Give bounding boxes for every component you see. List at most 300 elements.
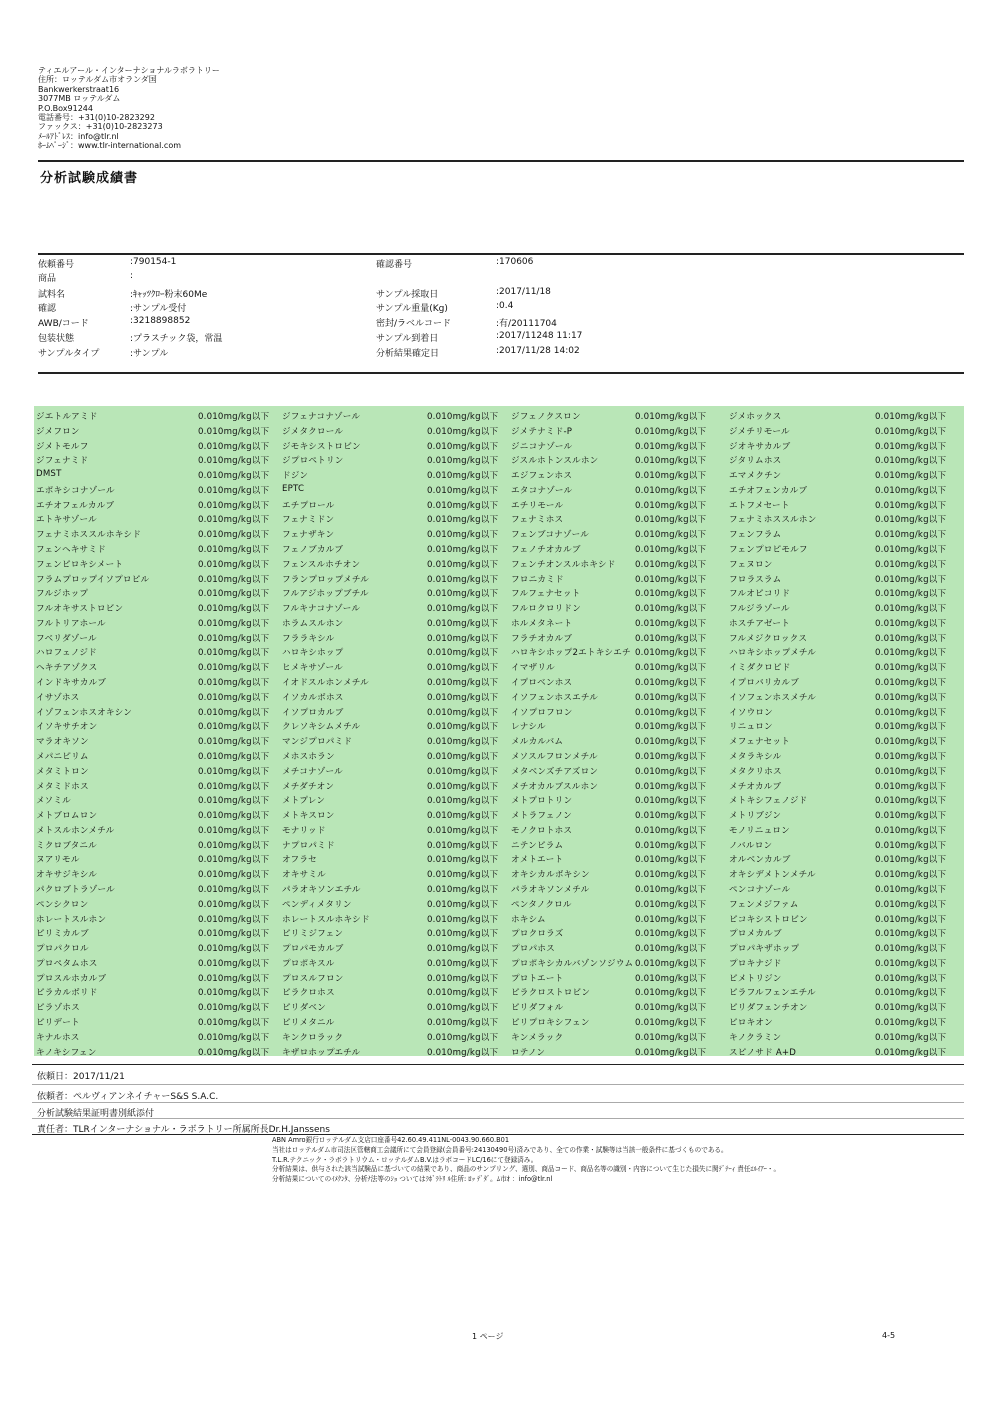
compound-name: EPTC	[282, 483, 305, 494]
compound-name: メトブロムロン	[36, 811, 98, 822]
compound-name: フルオピコリド	[729, 589, 791, 600]
info-value-awb: :3218898852	[130, 316, 191, 326]
result-value: 0.010mg/kg以下	[198, 870, 270, 881]
compound-name: フェンフラム	[729, 530, 782, 541]
info-value-arrival-date: :2017/11248 11:17	[496, 331, 583, 341]
compound-name: ジメフロン	[36, 426, 80, 437]
result-value: 0.010mg/kg以下	[427, 604, 499, 615]
compound-name: ペンタノクロル	[511, 899, 572, 910]
result-value: 0.010mg/kg以下	[635, 663, 707, 674]
compound-name: プロパキザホップ	[729, 944, 800, 955]
result-value: 0.010mg/kg以下	[198, 485, 270, 496]
result-value: 0.010mg/kg以下	[198, 663, 270, 674]
result-value: 0.010mg/kg以下	[198, 973, 270, 984]
registration-note: 当社はロッテルダム市司法区管轄商工会議所にて会員登録(会員番号:24130490号)済みであり、全ての作業・試験等は当該一般条件に基づくものである。	[272, 1145, 728, 1154]
compound-name: フルキナコナゾール	[282, 604, 361, 615]
result-value: 0.010mg/kg以下	[635, 766, 707, 777]
compound-name: フェンプロピモルフ	[729, 545, 808, 556]
compound-name: メトキスロン	[282, 811, 335, 822]
compound-name: メトラフェノン	[511, 811, 572, 822]
result-value: 0.010mg/kg以下	[635, 796, 707, 807]
compound-name: フェヌロン	[729, 559, 773, 570]
result-value: 0.010mg/kg以下	[635, 456, 707, 467]
compound-name: スピノサド A+D	[729, 1047, 797, 1058]
result-value: 0.010mg/kg以下	[635, 825, 707, 836]
result-value: 0.010mg/kg以下	[427, 870, 499, 881]
compound-name: イマザリル	[511, 663, 555, 674]
info-value-sample-type: :サンプル	[130, 349, 169, 359]
result-value: 0.010mg/kg以下	[198, 751, 270, 762]
info-top-rule	[38, 253, 964, 255]
result-value: 0.010mg/kg以下	[875, 678, 947, 689]
result-value: 0.010mg/kg以下	[427, 1003, 499, 1014]
result-value: 0.010mg/kg以下	[875, 766, 947, 777]
result-value: 0.010mg/kg以下	[427, 618, 499, 629]
result-value: 0.010mg/kg以下	[198, 929, 270, 940]
result-value: 0.010mg/kg以下	[198, 825, 270, 836]
compound-name: キンクロラック	[282, 1032, 344, 1043]
result-value: 0.010mg/kg以下	[198, 958, 270, 969]
result-value: 0.010mg/kg以下	[427, 692, 499, 703]
result-value: 0.010mg/kg以下	[875, 899, 947, 910]
compound-name: ニテンピラム	[511, 840, 564, 851]
compound-name: ピリメタニル	[282, 1017, 335, 1028]
result-value: 0.010mg/kg以下	[427, 973, 499, 984]
compound-name: ハロフェノジド	[36, 648, 97, 659]
compound-name: エトフメセート	[729, 500, 790, 511]
result-value: 0.010mg/kg以下	[875, 574, 947, 585]
result-value: 0.010mg/kg以下	[635, 988, 707, 999]
result-value: 0.010mg/kg以下	[875, 648, 947, 659]
info-label-sample-type: サンプルタイプ	[38, 349, 100, 359]
result-value: 0.010mg/kg以下	[635, 530, 707, 541]
result-value: 0.010mg/kg以下	[635, 884, 707, 895]
info-label-sampling-date: サンプル採取日	[376, 290, 439, 300]
result-value: 0.010mg/kg以下	[427, 796, 499, 807]
compound-name: オフラセ	[282, 855, 317, 866]
result-value: 0.010mg/kg以下	[875, 485, 947, 496]
result-value: 0.010mg/kg以下	[427, 589, 499, 600]
responsible-person: 責任者：TLRインターナショナル・ラボラトリー所属所長Dr.H.Janssens	[37, 1125, 330, 1135]
result-value: 0.010mg/kg以下	[198, 722, 270, 733]
compound-name: オキサミル	[282, 870, 326, 881]
result-value: 0.010mg/kg以下	[198, 944, 270, 955]
compound-name: ジスルホトンスルホン	[511, 456, 599, 467]
result-value: 0.010mg/kg以下	[875, 1032, 947, 1043]
compound-name: ホレートスルホン	[36, 914, 107, 925]
compound-name: メタミドホス	[36, 781, 89, 792]
info-bottom-rule	[38, 372, 964, 374]
result-value: 0.010mg/kg以下	[427, 825, 499, 836]
compound-name: ピリプロキシフェン	[511, 1017, 590, 1028]
result-value: 0.010mg/kg以下	[198, 737, 270, 748]
compound-name: フラムプロップイソプロピル	[36, 574, 150, 585]
result-value: 0.010mg/kg以下	[427, 855, 499, 866]
compound-name: フロニカミド	[511, 574, 564, 585]
compound-name: プロパホス	[511, 944, 555, 955]
requester: 依頼者：ペルヴィアンネイチャーS&S S.A.C.	[37, 1092, 219, 1102]
result-value: 0.010mg/kg以下	[635, 485, 707, 496]
compound-name: ロテノン	[511, 1047, 546, 1058]
info-label-seal-code: 密封/ラベルコード	[376, 319, 452, 329]
compound-name: ペンコナゾール	[729, 884, 791, 895]
result-value: 0.010mg/kg以下	[198, 1017, 270, 1028]
result-value: 0.010mg/kg以下	[427, 737, 499, 748]
compound-name: メソミル	[36, 796, 71, 807]
result-value: 0.010mg/kg以下	[198, 604, 270, 615]
result-value: 0.010mg/kg以下	[198, 840, 270, 851]
result-value: 0.010mg/kg以下	[635, 737, 707, 748]
result-value: 0.010mg/kg以下	[198, 781, 270, 792]
compound-name: ピコキシストロビン	[729, 914, 808, 925]
compound-name: モナリッド	[282, 825, 326, 836]
lab-pobox: P.O.Box91244	[38, 103, 93, 113]
compound-name: ミクロブタニル	[36, 840, 97, 851]
info-label-awb: AWB/コード	[38, 319, 89, 329]
result-value: 0.010mg/kg以下	[875, 958, 947, 969]
compound-name: フェンブコナゾール	[511, 530, 590, 541]
result-value: 0.010mg/kg以下	[875, 722, 947, 733]
compound-name: ホレートスルホキシド	[282, 914, 370, 925]
result-value: 0.010mg/kg以下	[635, 500, 707, 511]
result-value: 0.010mg/kg以下	[427, 751, 499, 762]
result-value: 0.010mg/kg以下	[198, 441, 270, 452]
info-label-result-date: 分析結果確定日	[376, 349, 440, 359]
result-value: 0.010mg/kg以下	[635, 471, 707, 482]
compound-name: フェンチオンスルホキシド	[511, 559, 616, 570]
lab-website: ﾎｰﾑﾍﾟｰｼﾞ：www.tlr-international.com	[38, 141, 182, 151]
compound-name: キノキシフェン	[36, 1047, 97, 1058]
result-value: 0.010mg/kg以下	[875, 751, 947, 762]
result-value: 0.010mg/kg以下	[875, 1047, 947, 1058]
info-value-confirmation: :サンプル受付	[130, 304, 187, 314]
info-value-result-date: :2017/11/28 14:02	[496, 346, 580, 356]
compound-name: ペンシクロン	[36, 899, 89, 910]
compound-name: キノクラミン	[729, 1032, 782, 1043]
result-value: 0.010mg/kg以下	[875, 545, 947, 556]
compound-name: フルメジクロックス	[729, 633, 808, 644]
result-value: 0.010mg/kg以下	[198, 914, 270, 925]
result-value: 0.010mg/kg以下	[427, 958, 499, 969]
compound-name: キザロホップエチル	[282, 1047, 361, 1058]
result-value: 0.010mg/kg以下	[427, 988, 499, 999]
compound-name: ペンディメタリン	[282, 899, 352, 910]
compound-name: エポキシコナゾール	[36, 485, 115, 496]
result-value: 0.010mg/kg以下	[635, 929, 707, 940]
compound-name: モノクロトホス	[511, 825, 573, 836]
compound-name: レナシル	[511, 722, 546, 733]
compound-name: メルカルバム	[511, 737, 564, 748]
footer-bottom-rule	[32, 1134, 964, 1135]
lab-address-city: 住所：ロッテルダム市オランダ国	[38, 75, 157, 85]
result-value: 0.010mg/kg以下	[198, 648, 270, 659]
compound-name: ピリデート	[36, 1017, 80, 1028]
result-value: 0.010mg/kg以下	[427, 426, 499, 437]
compound-name: ハロキシホップメチル	[729, 648, 817, 659]
footer-divider-2	[32, 1102, 964, 1103]
result-value: 0.010mg/kg以下	[427, 559, 499, 570]
compound-name: キナルホス	[36, 1032, 80, 1043]
result-value: 0.010mg/kg以下	[875, 471, 947, 482]
compound-name: イソプロフロン	[511, 707, 573, 718]
compound-name: ジエトルアミド	[36, 412, 98, 422]
result-value: 0.010mg/kg以下	[635, 958, 707, 969]
compound-name: パクロブトラゾール	[36, 884, 115, 895]
result-value: 0.010mg/kg以下	[427, 840, 499, 851]
compound-name: ハロキシホップ2エトキシエチ	[511, 648, 631, 659]
compound-name: フェンスルホチオン	[282, 559, 361, 570]
compound-name: ヌアリモル	[36, 855, 80, 866]
compound-name: リニュロン	[729, 722, 773, 733]
result-value: 0.010mg/kg以下	[875, 604, 947, 615]
result-value: 0.010mg/kg以下	[635, 1003, 707, 1014]
compound-name: イミダクロピド	[729, 663, 791, 674]
result-value: 0.010mg/kg以下	[875, 618, 947, 629]
info-label-sample-weight: サンプル重量(Kg)	[376, 304, 448, 314]
result-value: 0.010mg/kg以下	[427, 781, 499, 792]
result-value: 0.010mg/kg以下	[635, 855, 707, 866]
compound-name: ピリダフェンチオン	[729, 1003, 808, 1014]
lab-address-street: Bankwerkerstraat16	[38, 84, 120, 94]
compound-name: メタクリホス	[729, 766, 782, 777]
compound-name: エジフェンホス	[511, 471, 573, 482]
result-value: 0.010mg/kg以下	[875, 884, 947, 895]
compound-name: メトプロトリン	[511, 796, 573, 807]
result-value: 0.010mg/kg以下	[635, 899, 707, 910]
footer-top-rule	[32, 1064, 964, 1065]
result-value: 0.010mg/kg以下	[635, 722, 707, 733]
compound-name: メホスホラン	[282, 751, 335, 762]
compound-name: イオドスルホンメチル	[282, 678, 369, 689]
result-value: 0.010mg/kg以下	[635, 781, 707, 792]
result-value: 0.010mg/kg以下	[635, 678, 707, 689]
compound-name: インドキサカルブ	[36, 678, 107, 689]
result-value: 0.010mg/kg以下	[875, 988, 947, 999]
result-value: 0.010mg/kg以下	[198, 515, 270, 526]
compound-name: ピラクロストロビン	[511, 988, 591, 999]
compound-name: ピリダフォル	[511, 1003, 564, 1014]
lab-address-block	[38, 66, 220, 151]
compound-name: エトキサゾール	[36, 515, 97, 526]
compound-name: フェンピロキシメート	[36, 559, 124, 570]
compound-name: ジメタクロール	[282, 426, 344, 437]
compound-name: フェナザキン	[282, 530, 335, 541]
result-value: 0.010mg/kg以下	[427, 471, 499, 482]
compound-name: イソウロン	[729, 707, 773, 718]
compound-name: ピラフルフェンエチル	[729, 988, 816, 999]
compound-name: メチオカルブスルホン	[511, 781, 599, 792]
result-value: 0.010mg/kg以下	[198, 811, 270, 822]
result-value: 0.010mg/kg以下	[427, 574, 499, 585]
result-value: 0.010mg/kg以下	[635, 441, 707, 452]
result-value: 0.010mg/kg以下	[635, 840, 707, 851]
lab-fax: ファックス：+31(0)10-2823273	[38, 122, 163, 132]
result-value: 0.010mg/kg以下	[635, 692, 707, 703]
result-value: 0.010mg/kg以下	[198, 574, 270, 585]
compound-name: ピリダベン	[282, 1003, 326, 1014]
compound-name: プロスルホカルブ	[36, 973, 107, 984]
result-value: 0.010mg/kg以下	[198, 412, 270, 422]
result-value: 0.010mg/kg以下	[635, 944, 707, 955]
compound-name: フベリダゾール	[36, 633, 97, 644]
compound-name: エチオフェルカルブ	[36, 500, 115, 511]
compound-name: オキシデメトンメチル	[729, 870, 816, 881]
compound-name: ハロキシホップ	[282, 648, 344, 659]
compound-name: メトスルホンメチル	[36, 825, 115, 836]
lab-code-note: T.L.R.テクニック・ラボラトリウム・ロッテルダムB.V.はラボコードLC/16にて登録済み。	[272, 1155, 538, 1164]
compound-name: プロパモカルブ	[282, 944, 344, 955]
result-value: 0.010mg/kg以下	[875, 811, 947, 822]
result-value: 0.010mg/kg以下	[427, 914, 499, 925]
compound-name: メタベンズチアズロン	[511, 766, 599, 777]
result-value: 0.010mg/kg以下	[635, 707, 707, 718]
result-value: 0.010mg/kg以下	[635, 515, 707, 526]
compound-name: メトリブジン	[729, 811, 782, 822]
result-value: 0.010mg/kg以下	[875, 692, 947, 703]
compound-name: ホスチアゼート	[729, 618, 790, 629]
footer-divider-3	[32, 1118, 964, 1119]
result-value: 0.010mg/kg以下	[427, 1017, 499, 1028]
compound-name: DMST	[36, 469, 62, 480]
compound-name: フルフェナセット	[511, 589, 581, 600]
results-table	[34, 406, 964, 1056]
compound-name: ジモキシストロビン	[282, 441, 361, 452]
compound-name: ホルメタネート	[511, 618, 573, 629]
compound-name: ジメテナミド-P	[511, 426, 573, 437]
result-value: 0.010mg/kg以下	[875, 1003, 947, 1014]
compound-name: モノリニュロン	[729, 825, 790, 836]
compound-name: エチオフェンカルブ	[729, 485, 808, 496]
compound-name: イプロバリカルブ	[729, 678, 800, 689]
legal-notice	[272, 1136, 780, 1185]
compound-name: ピメトリジン	[729, 973, 782, 984]
compound-name: ジプロペトリン	[282, 456, 344, 467]
result-value: 0.010mg/kg以下	[875, 500, 947, 511]
result-value: 0.010mg/kg以下	[635, 648, 707, 659]
compound-name: ホラムスルホン	[282, 618, 344, 629]
compound-name: メチダチオン	[282, 781, 335, 792]
result-value: 0.010mg/kg以下	[635, 589, 707, 600]
compound-name: メフェナセット	[729, 737, 790, 748]
compound-name: イソカルボホス	[282, 692, 344, 703]
lab-name: ティエルアール・インターナショナルラボラトリー	[38, 66, 220, 75]
compound-name: プロポキスル	[282, 958, 335, 969]
compound-name: フルロクロリドン	[511, 604, 582, 615]
compound-name: ホキシム	[511, 914, 546, 925]
result-value: 0.010mg/kg以下	[198, 796, 270, 807]
contact-note: 分析結果についてのｲﾒｸﾝﾀ、分析ﾅ法等のｼｮ ついてはﾗﾎﾞﾗﾄﾘ ﾙ住所: ﾛｯ ﾃﾞﾀﾞ。ﾑ市ｵ ：info@tlr.nl	[272, 1175, 553, 1184]
result-value: 0.010mg/kg以下	[427, 1047, 499, 1058]
result-value: 0.010mg/kg以下	[875, 456, 947, 467]
compound-name: エチプロール	[282, 500, 335, 511]
liability-note: 分析結果は、供与された該当試験品に基づいての結果であり、商品のサンプリング、選別、商品コード、商品名等の識別・内容について生じた損失に関ﾃﾞﾃｰｨ 責任ｴﾙｲｱｰ・。	[272, 1165, 781, 1174]
result-value: 0.010mg/kg以下	[875, 412, 947, 422]
result-value: 0.010mg/kg以下	[875, 973, 947, 984]
compound-name: フランプロップメチル	[282, 574, 369, 585]
result-value: 0.010mg/kg以下	[427, 500, 499, 511]
compound-name: メトプレン	[282, 796, 326, 807]
request-date: 依頼日：2017/11/21	[37, 1072, 125, 1082]
compound-name: フラチオカルブ	[511, 633, 573, 644]
result-value: 0.010mg/kg以下	[427, 678, 499, 689]
info-label-arrival-date: サンプル到着日	[376, 334, 439, 344]
result-value: 0.010mg/kg以下	[875, 426, 947, 437]
compound-name: ジタリムホス	[729, 456, 782, 467]
compound-name: フェンヘキサミド	[36, 545, 106, 556]
compound-name: プロポキシカルバゾンソジウム	[511, 958, 634, 969]
result-value: 0.010mg/kg以下	[198, 692, 270, 703]
compound-name: ジメトモルフ	[36, 441, 89, 452]
result-value: 0.010mg/kg以下	[427, 485, 499, 496]
result-value: 0.010mg/kg以下	[635, 545, 707, 556]
result-value: 0.010mg/kg以下	[875, 633, 947, 644]
compound-name: マンジプロパミド	[282, 737, 353, 748]
result-value: 0.010mg/kg以下	[635, 914, 707, 925]
page-number: 1 ページ	[472, 1332, 504, 1341]
result-value: 0.010mg/kg以下	[875, 663, 947, 674]
compound-name: イプロベンホス	[511, 678, 573, 689]
result-value: 0.010mg/kg以下	[198, 589, 270, 600]
compound-name: フェナミホススルホキシド	[36, 530, 142, 541]
result-value: 0.010mg/kg以下	[875, 825, 947, 836]
info-label-packaging: 包装状態	[38, 334, 75, 344]
compound-name: プロメカルブ	[729, 929, 782, 940]
compound-name: フェノチオカルブ	[511, 545, 581, 556]
compound-name: フェナミホススルホン	[729, 515, 817, 526]
result-value: 0.010mg/kg以下	[198, 545, 270, 556]
result-value: 0.010mg/kg以下	[875, 914, 947, 925]
compound-name: フェナミドン	[282, 515, 335, 526]
result-value: 0.010mg/kg以下	[427, 545, 499, 556]
result-value: 0.010mg/kg以下	[875, 870, 947, 881]
header-rule	[38, 160, 964, 162]
result-value: 0.010mg/kg以下	[635, 973, 707, 984]
lab-address-postcode: 3077MB ロッテルダム	[38, 94, 121, 104]
info-value-product: :	[130, 271, 134, 281]
compound-name: オメトエート	[511, 855, 564, 866]
compound-name: フルアジホップブチル	[282, 589, 369, 600]
result-value: 0.010mg/kg以下	[635, 574, 707, 585]
compound-name: キンメラック	[511, 1032, 564, 1043]
result-value: 0.010mg/kg以下	[427, 929, 499, 940]
compound-name: メチコナゾール	[282, 766, 343, 777]
result-value: 0.010mg/kg以下	[427, 663, 499, 674]
compound-name: ジニコナゾール	[511, 441, 573, 452]
compound-name: プロパクロル	[36, 944, 89, 955]
result-value: 0.010mg/kg以下	[875, 737, 947, 748]
result-value: 0.010mg/kg以下	[635, 870, 707, 881]
compound-name: メソスルフロンメチル	[511, 751, 598, 762]
result-value: 0.010mg/kg以下	[635, 618, 707, 629]
result-value: 0.010mg/kg以下	[427, 944, 499, 955]
result-value: 0.010mg/kg以下	[427, 441, 499, 452]
compound-name: フェナミホス	[511, 515, 564, 526]
compound-name: フルジホップ	[36, 589, 89, 600]
result-value: 0.010mg/kg以下	[427, 1032, 499, 1043]
result-value: 0.010mg/kg以下	[198, 678, 270, 689]
result-value: 0.010mg/kg以下	[427, 707, 499, 718]
result-value: 0.010mg/kg以下	[875, 441, 947, 452]
info-label-sample-name: 試料名	[38, 290, 66, 300]
compound-name: フルトリアホール	[36, 618, 106, 629]
compound-name: マラオキソン	[36, 737, 89, 748]
compound-name: オキサジキシル	[36, 870, 98, 881]
compound-name: イソフェンホスエチル	[511, 692, 599, 703]
info-label-confirm-no: 確認番号	[376, 260, 413, 270]
compound-name: ピラクロホス	[282, 988, 335, 999]
compound-name: ジオキサカルブ	[729, 441, 791, 452]
compound-name: ジフェナミド	[36, 456, 89, 467]
